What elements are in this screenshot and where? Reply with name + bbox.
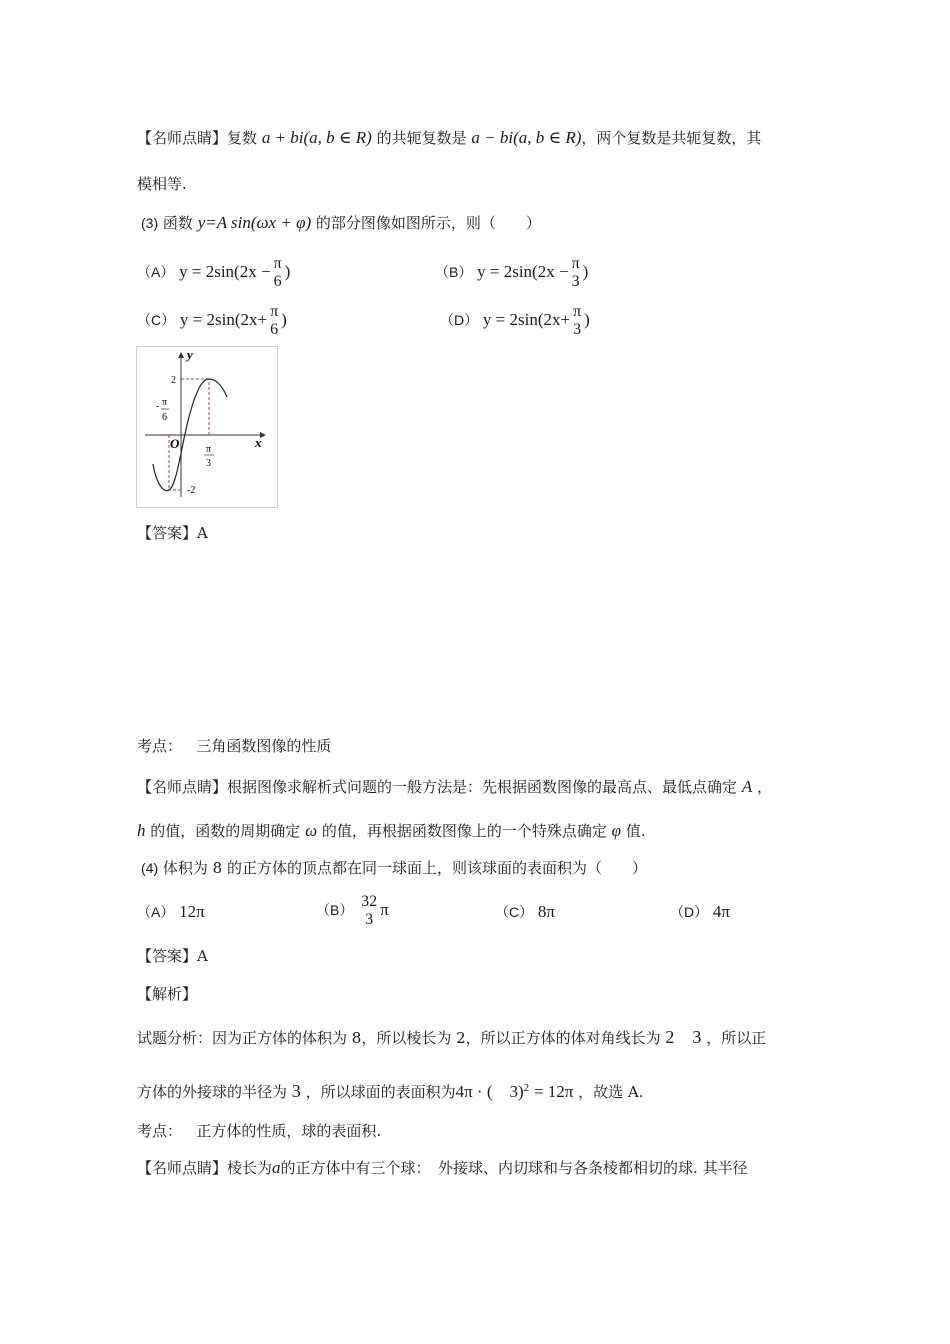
note3-text2: ，: [756, 778, 772, 796]
note4-line1: [137, 1157, 748, 1179]
note3-label: 【名师点睛】: [137, 778, 228, 796]
right-tick-num: π: [206, 444, 212, 455]
x-axis-label: x: [255, 435, 262, 450]
note1-math1: a + bi(a, b ∈ R): [261, 128, 372, 147]
q3-text2: 的部分图像如图所示，则（ ）: [315, 214, 541, 232]
q4-stem: [141, 857, 647, 879]
q3-option-b: [435, 255, 588, 291]
note3-h: h: [137, 821, 146, 840]
q3-option-d-den: 3: [573, 321, 582, 338]
q3-option-c-den: 6: [270, 321, 279, 338]
q3-option-b-close: ): [582, 262, 589, 281]
note3-text5: 值.: [625, 822, 646, 840]
left-tick-num: π: [162, 397, 168, 408]
q4-number: (4): [141, 860, 159, 876]
q4-option-b-num: 32: [361, 893, 378, 910]
origin-label: O: [170, 436, 180, 451]
q4-area-eq: = 12π: [533, 1082, 574, 1101]
sine-graph: [137, 347, 277, 507]
q3-func: y=A sin(ωx + φ): [197, 213, 312, 232]
ymin-label: -2: [187, 485, 196, 496]
q3-option-a: [137, 255, 290, 291]
q3-answer: 【答案】A: [137, 524, 208, 542]
q3-option-c: [137, 303, 287, 339]
note1-text2: 的共轭复数是: [376, 129, 467, 147]
q4-area-expr: 4π · ( 3): [455, 1082, 524, 1101]
q4-option-c-value: 8π: [537, 902, 555, 921]
kaodian4-label: 考点：: [137, 1122, 183, 1140]
q4-option-c: [495, 901, 555, 923]
q3-option-a-den: 6: [273, 273, 282, 290]
q4-option-b-den: 3: [365, 911, 374, 928]
right-tick-den: 3: [206, 458, 211, 469]
left-tick-den: 6: [162, 412, 167, 423]
q3-option-b-label: （B）: [435, 264, 473, 280]
note3-text3: 的值，函数的周期确定: [150, 822, 301, 840]
q4-option-a-value: 12π: [179, 902, 205, 921]
q4-analysis-line2: [137, 1077, 644, 1103]
note3-A: A: [741, 777, 753, 796]
q4-analysis2b: ，所以球面的表面积为: [305, 1083, 456, 1101]
q3-option-a-num: π: [273, 255, 282, 272]
q3-option-d-num: π: [573, 303, 582, 320]
q3-option-d-close: ): [584, 310, 590, 329]
q3-option-c-frac: [268, 303, 280, 339]
q3-text1: 函数: [162, 214, 193, 232]
q4-area-sup: 2: [523, 1082, 530, 1094]
note1-text3: ，两个复数是共轭复数，其: [581, 129, 762, 147]
q3-option-c-expr: y = 2sin(2x+: [179, 310, 268, 329]
q4-option-d: [670, 901, 730, 923]
note3-line2: [137, 820, 646, 842]
y-axis-label: y: [187, 347, 193, 362]
ymax-label: 2: [171, 375, 176, 386]
note1-line1: [137, 127, 761, 149]
note4-a: a: [272, 1158, 281, 1177]
q3-option-d-frac: [571, 303, 583, 339]
note1-line2: 模相等.: [137, 175, 187, 193]
kaodian3: [137, 735, 331, 757]
q4-diag: 2 3: [665, 1027, 702, 1047]
q3-option-c-num: π: [270, 303, 279, 320]
q4-answer: 【答案】A: [137, 947, 208, 965]
left-tick-sign: -: [156, 401, 160, 412]
q4-option-d-value: 4π: [712, 902, 730, 921]
q3-option-a-expr: y = 2sin(2x −: [179, 262, 271, 281]
q4-option-c-label: （C）: [495, 904, 534, 920]
note4-text1: 棱长为: [227, 1159, 273, 1177]
kaodian3-text: 三角函数图像的性质: [196, 737, 332, 755]
note3-text1: 根据图像求解析式问题的一般方法是：先根据函数图像的最高点、最低点确定: [227, 778, 738, 796]
note4-label: 【名师点睛】: [137, 1159, 228, 1177]
note3-line1: [137, 776, 772, 798]
q4-analysis1b: ，所以正: [706, 1029, 767, 1047]
sine-graph-figure: [136, 346, 278, 508]
q3-option-c-label: （C）: [137, 312, 176, 328]
q3-stem: [141, 212, 541, 234]
q4-analysis1a: 试题分析：因为正方体的体积为 8，所以棱长为 2，所以正方体的体对角线长为: [137, 1029, 661, 1047]
q4-option-a: [137, 901, 205, 923]
q3-option-a-frac: [272, 255, 284, 291]
q4-option-d-label: （D）: [670, 904, 709, 920]
note1-math2: a − bi(a, b ∈ R): [471, 128, 582, 147]
q4-analysis2c: ，故选 A.: [578, 1083, 644, 1101]
q4-option-a-label: （A）: [137, 904, 175, 920]
note3-text4: 的值，再根据函数图像上的一个特殊点确定: [321, 822, 607, 840]
kaodian3-label: 考点：: [137, 737, 183, 755]
note1-text1: 复数: [227, 129, 258, 147]
q3-option-b-expr: y = 2sin(2x −: [477, 262, 569, 281]
q3-option-a-close: ): [284, 262, 291, 281]
kaodian4-text: 正方体的性质，球的表面积.: [196, 1122, 382, 1140]
q3-option-d: [440, 303, 590, 339]
q4-option-b: [316, 893, 389, 929]
q4-analysis-label: 【解析】: [137, 985, 198, 1003]
note4-text2: 的正方体中有三个球： 外接球、内切球和与各条棱都相切的球. 其半径: [280, 1159, 748, 1177]
q4-radius: 3: [291, 1081, 301, 1101]
note3-phi: φ: [611, 821, 622, 840]
q3-option-b-num: π: [571, 255, 580, 272]
q3-option-d-label: （D）: [440, 312, 479, 328]
q3-option-d-expr: y = 2sin(2x+: [482, 310, 571, 329]
q3-option-b-frac: [570, 255, 582, 291]
q3-option-c-close: ): [281, 310, 287, 329]
note1-label: 【名师点睛】: [137, 129, 228, 147]
q4-text: 体积为 8 的正方体的顶点都在同一球面上，则该球面的表面积为（ ）: [162, 859, 647, 877]
q4-analysis2a: 方体的外接球的半径为: [137, 1083, 288, 1101]
q4-option-b-frac: [359, 893, 379, 929]
note3-omega: ω: [305, 821, 318, 840]
q3-option-b-den: 3: [571, 273, 580, 290]
q4-option-b-value: π: [380, 900, 389, 919]
q4-analysis-line1: [137, 1026, 766, 1049]
q3-number: (3): [141, 215, 159, 231]
q4-option-b-label: （B）: [316, 902, 354, 918]
kaodian4: [137, 1120, 381, 1142]
q3-option-a-label: （A）: [137, 264, 175, 280]
